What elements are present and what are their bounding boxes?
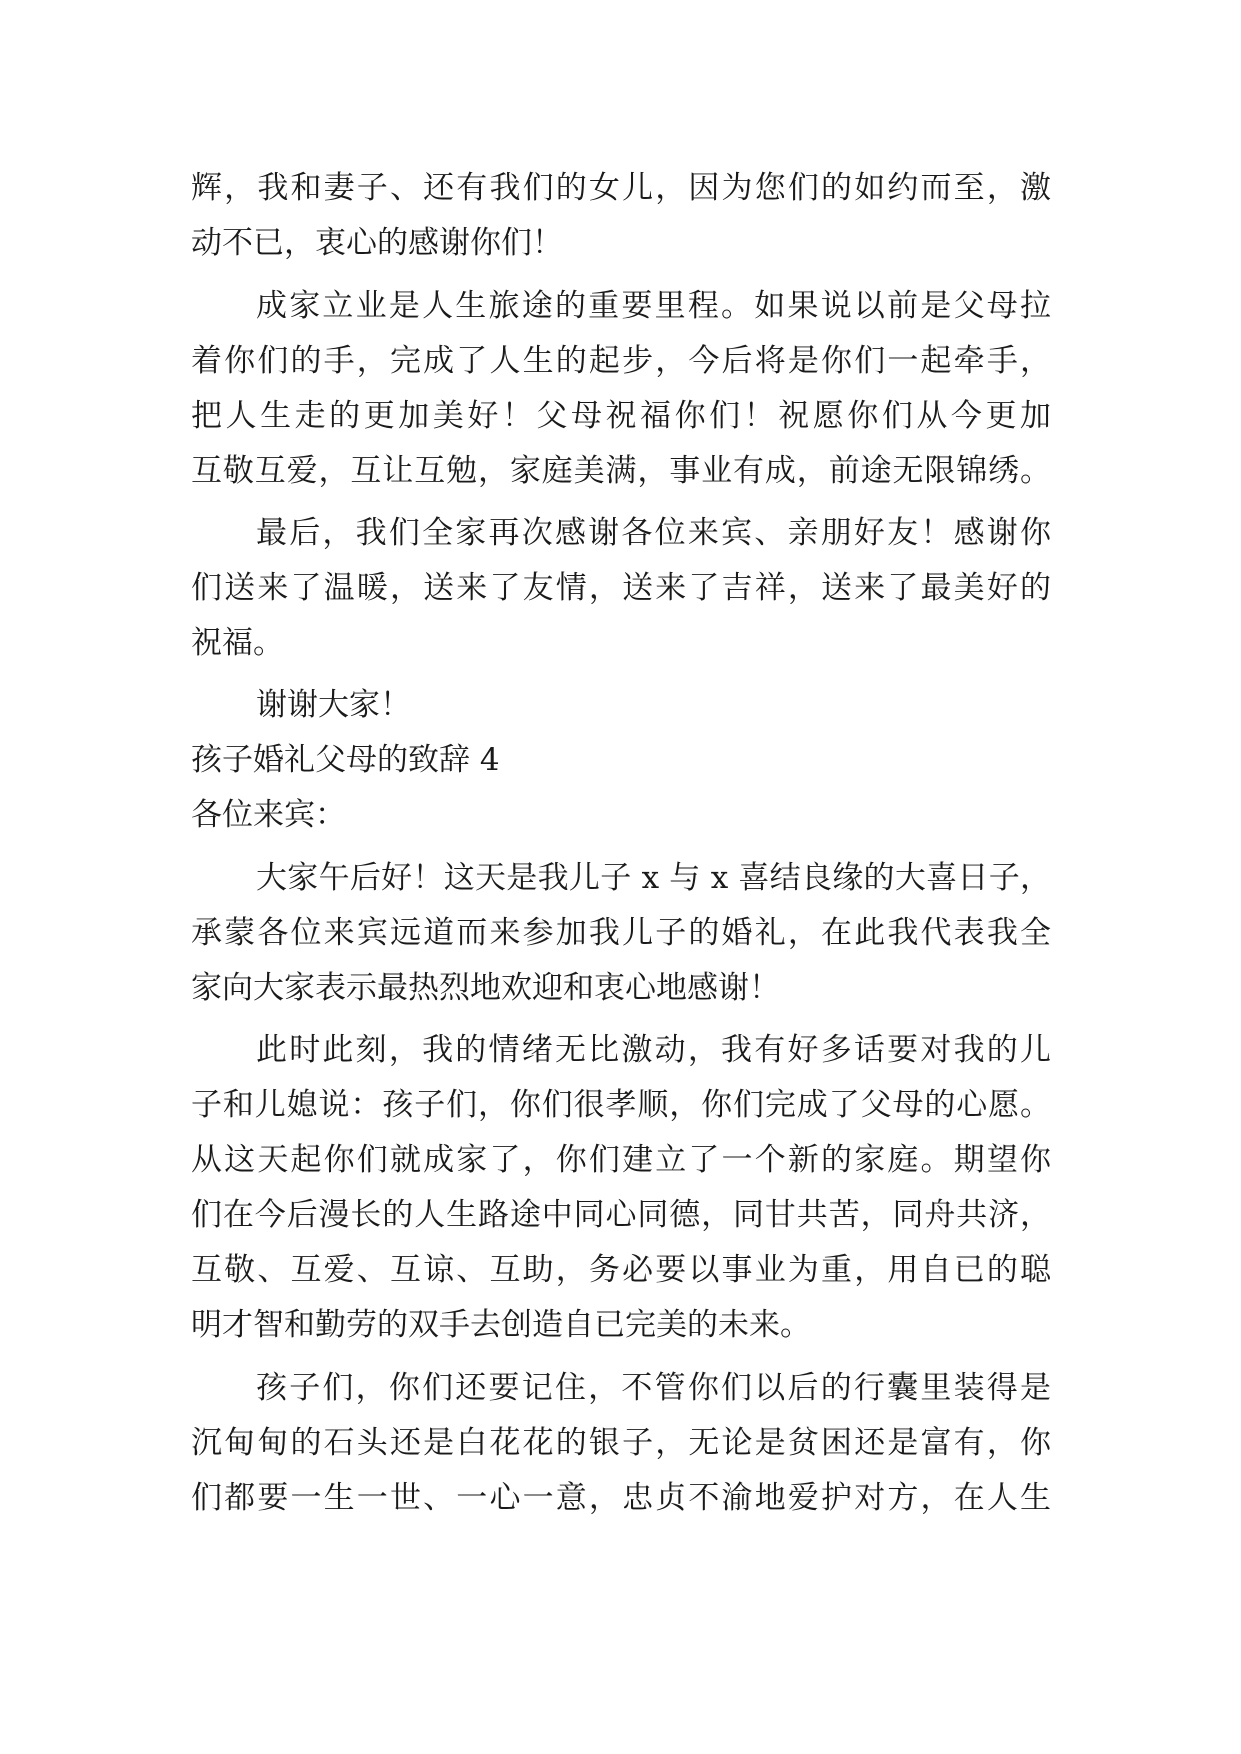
paragraph-line: 着你们的手，完成了人生的起步，今后将是你们一起牵手， bbox=[191, 343, 1051, 379]
paragraph-line: 成家立业是人生旅途的重要里程。如果说以前是父母拉 bbox=[256, 288, 1051, 324]
paragraph-line: 把人生走的更加美好！父母祝福你们！祝愿你们从今更加 bbox=[191, 398, 1051, 434]
paragraph-line: 最后，我们全家再次感谢各位来宾、亲朋好友！感谢你 bbox=[256, 515, 1051, 551]
paragraph-line: 家向大家表示最热烈地欢迎和衷心地感谢！ bbox=[191, 970, 780, 1006]
paragraph-line: 们都要一生一世、一心一意，忠贞不渝地爱护对方，在人生 bbox=[191, 1480, 1051, 1516]
salutation: 各位来宾： bbox=[191, 797, 346, 833]
paragraph-line: 们送来了温暖，送来了友情，送来了吉祥，送来了最美好的 bbox=[191, 570, 1051, 606]
paragraph-line: 从这天起你们就成家了，你们建立了一个新的家庭。期望你 bbox=[191, 1142, 1051, 1178]
paragraph-line: 互敬、互爱、互谅、互助，务必要以事业为重，用自已的聪 bbox=[191, 1252, 1051, 1288]
paragraph-line: 谢谢大家！ bbox=[256, 687, 411, 723]
paragraph-line: 大家午后好！这天是我儿子 x 与 x 喜结良缘的大喜日子， bbox=[256, 860, 1051, 896]
paragraph-line: 祝福。 bbox=[191, 625, 284, 661]
paragraph-line: 此时此刻，我的情绪无比激动，我有好多话要对我的儿 bbox=[256, 1032, 1051, 1068]
paragraph-line: 互敬互爱，互让互勉，家庭美满，事业有成，前途无限锦绣。 bbox=[191, 453, 1051, 489]
paragraph-line: 明才智和勤劳的双手去创造自已完美的未来。 bbox=[191, 1307, 811, 1343]
paragraph-line: 动不已，衷心的感谢你们！ bbox=[191, 225, 563, 261]
paragraph-line: 承蒙各位来宾远道而来参加我儿子的婚礼，在此我代表我全 bbox=[191, 915, 1051, 951]
paragraph-line: 沉甸甸的石头还是白花花的银子，无论是贫困还是富有，你 bbox=[191, 1425, 1051, 1461]
section-heading: 孩子婚礼父母的致辞 4 bbox=[191, 742, 500, 778]
paragraph-line: 们在今后漫长的人生路途中同心同德，同甘共苦，同舟共济， bbox=[191, 1197, 1051, 1233]
paragraph-line: 孩子们，你们还要记住，不管你们以后的行囊里装得是 bbox=[256, 1370, 1051, 1406]
paragraph-line: 辉，我和妻子、还有我们的女儿，因为您们的如约而至，激 bbox=[191, 170, 1051, 206]
paragraph-line: 子和儿媳说：孩子们，你们很孝顺，你们完成了父母的心愿。 bbox=[191, 1087, 1051, 1123]
